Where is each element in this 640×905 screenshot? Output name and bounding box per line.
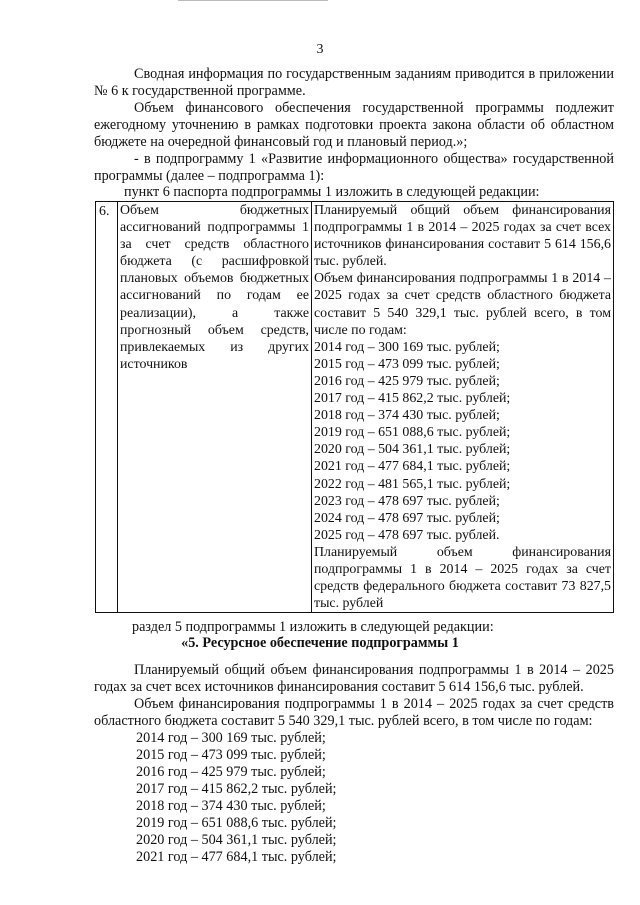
list-item: 2015 год – 473 099 тыс. рублей; xyxy=(136,747,326,763)
page-number: 3 xyxy=(316,42,324,57)
list-item: 2017 год – 415 862,2 тыс. рублей; xyxy=(314,391,511,407)
section-paragraph-1: Планируемый общий объем финансирования подпрограммы 1 в 2014 – 2025 годах за счет всех источников финансирования составит 5 614 156,6 тыс. рублей. xyxy=(94,662,614,695)
financing-years-list xyxy=(314,339,611,544)
list-item: 2018 год – 374 430 тыс. рублей; xyxy=(314,408,500,424)
table-row xyxy=(96,202,614,613)
list-item: 2021 год – 477 684,1 тыс. рублей; xyxy=(314,459,511,475)
intro-paragraph-4: пункт 6 паспорта подпрограммы 1 изложить в следующей редакции: xyxy=(124,184,540,200)
section-heading: «5. Ресурсное обеспечение подпрограммы 1 xyxy=(181,635,459,651)
list-item: 2014 год – 300 169 тыс. рублей; xyxy=(136,730,326,746)
list-item: 2015 год – 473 099 тыс. рублей; xyxy=(314,356,500,372)
list-item: 2014 год – 300 169 тыс. рублей; xyxy=(314,339,500,355)
list-item: 2025 год – 478 697 тыс. рублей. xyxy=(314,527,500,543)
financing-total-text: Планируемый общий объем финансирования подпрограммы 1 в 2014 – 2025 годах за счет всех источников финансирования составит 5 614 156,6 тыс. рублей. xyxy=(314,203,611,270)
section-intro: раздел 5 подпрограммы 1 изложить в следующей редакции: xyxy=(132,619,494,635)
list-item: 2024 год – 478 697 тыс. рублей; xyxy=(314,510,500,526)
list-item: 2021 год – 477 684,1 тыс. рублей; xyxy=(136,849,337,865)
list-item: 2020 год – 504 361,1 тыс. рублей; xyxy=(314,442,511,458)
section-paragraph-2: Объем финансирования подпрограммы 1 в 2014 – 2025 годах за счет средств областного бюджета составит 5 540 329,1 тыс. рублей всего, в том числе по годам: xyxy=(94,696,614,729)
list-item: 2016 год – 425 979 тыс. рублей; xyxy=(136,764,326,780)
section-years-list xyxy=(136,730,616,866)
table-cell-financing xyxy=(312,202,614,613)
list-item: 2017 год – 415 862,2 тыс. рублей; xyxy=(136,781,337,797)
list-item: 2020 год – 504 361,1 тыс. рублей; xyxy=(136,832,337,848)
list-item: 2018 год – 374 430 тыс. рублей; xyxy=(136,798,326,814)
list-item: 2019 год – 651 088,6 тыс. рублей; xyxy=(136,815,337,831)
intro-paragraph-2: Объем финансового обеспечения государственной программы подлежит ежегодному уточнению в рамках подготовки проекта закона области об областном бюджете на очередной финансовый год и плановый период.»; xyxy=(94,100,614,150)
top-scan-line xyxy=(178,0,328,1)
list-item: 2022 год – 481 565,1 тыс. рублей; xyxy=(314,476,511,492)
list-item: 2019 год – 651 088,6 тыс. рублей; xyxy=(314,425,511,441)
table-cell-number: 6. xyxy=(96,202,118,613)
financing-federal-text: Планируемый объем финансирования подпрограммы 1 в 2014 – 2025 годах за счет средств федерального бюджета составит 73 827,5 тыс. рублей xyxy=(314,544,611,612)
list-item: 2023 год – 478 697 тыс. рублей; xyxy=(314,493,500,509)
list-item: 2016 год – 425 979 тыс. рублей; xyxy=(314,373,500,389)
passport-table xyxy=(95,201,614,613)
intro-paragraph-3: - в подпрограмму 1 «Развитие информационного общества» государственной программы (далее – подпрограмма 1): xyxy=(94,151,614,184)
financing-regional-text: Объем финансирования подпрограммы 1 в 2014 – 2025 годах за счет средств областного бюджета составит 5 540 329,1 тыс. рублей всего, в том числе по годам: xyxy=(314,271,611,338)
table-cell-description: Объем бюджетных ассигнований подпрограммы 1 за счет средств областного бюджета (с расшифровкой плановых объемов бюджетных ассигнований по годам ее реализации), а также прогнозный объем средств, привлекаемых из других источников xyxy=(118,202,312,613)
intro-paragraph-1: Сводная информация по государственным заданиям приводится в приложении № 6 к государственной программе. xyxy=(94,66,614,99)
